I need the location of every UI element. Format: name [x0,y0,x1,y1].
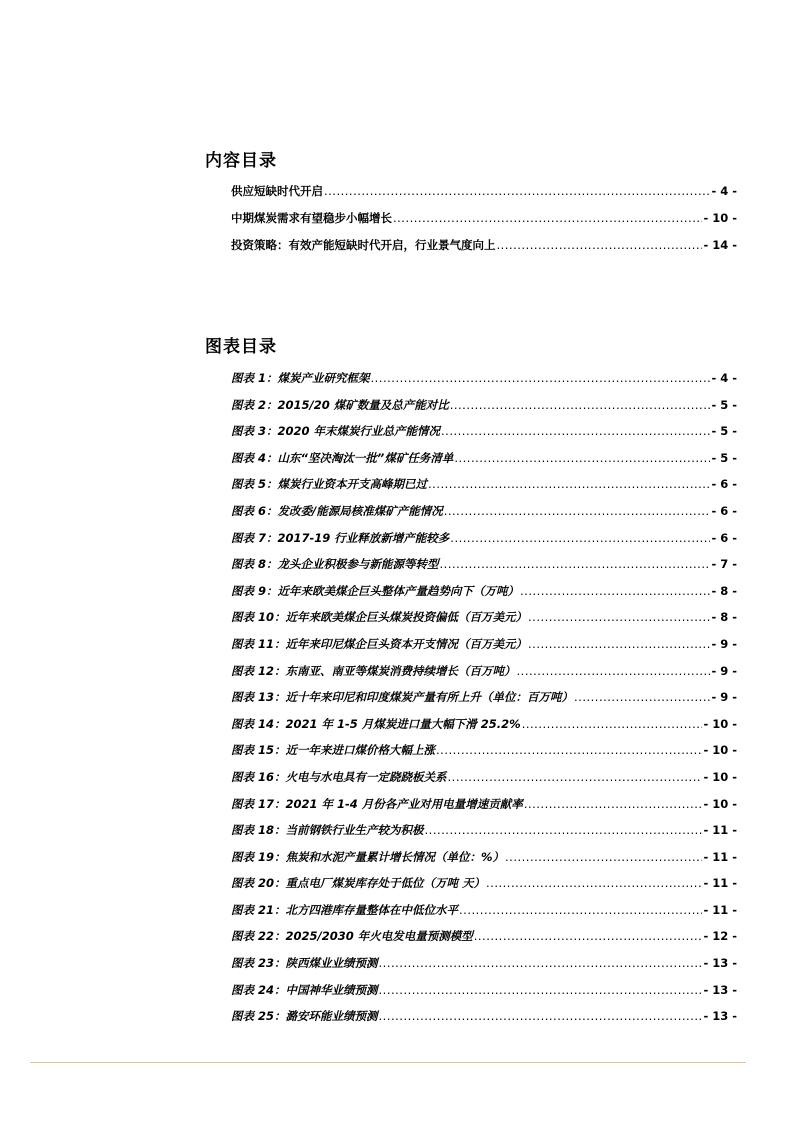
figure-entry[interactable] [231,796,737,823]
figure-entry-title[interactable]: 图表 17：2021 年 1-4 月份各产业对用电量增速贡献率 [231,796,523,811]
figure-entry[interactable] [231,955,737,982]
figure-entry-title[interactable]: 图表 23：陕西煤业业绩预测 [231,956,378,971]
contents-entry-title[interactable]: 投资策略：有效产能短缺时代开启，行业景气度向上 [231,238,496,252]
figure-entry[interactable] [231,636,737,663]
figure-entry-page-number[interactable]: - 7 - [711,557,737,572]
figure-entry-page-number[interactable]: - 13 - [703,982,737,997]
dot-leader [393,211,702,225]
figure-entry-title[interactable]: 图表 12：东南亚、南亚等煤炭消费持续增长（百万吨） [231,663,516,678]
figure-entry-page-number[interactable]: - 9 - [711,690,737,705]
figure-entry-page-number[interactable]: - 6 - [711,530,737,545]
figure-entry-page-number[interactable]: - 11 - [703,876,737,891]
figure-entry[interactable] [231,849,737,876]
figure-entry[interactable] [231,370,737,397]
figure-entry-page-number[interactable]: - 11 - [703,849,737,864]
figure-entry[interactable] [231,902,737,929]
contents-entry[interactable] [231,183,737,210]
figure-entry-page-number[interactable]: - 8 - [711,583,737,598]
contents-heading: 内容目录 [205,151,277,171]
figure-entry-title[interactable]: 图表 5：煤炭行业资本开支高峰期已过 [231,477,428,492]
figure-entry-title[interactable]: 图表 4：山东“坚决淘汰一批”煤矿任务清单 [231,450,454,465]
footer-divider [30,1062,746,1063]
figure-entry-title[interactable]: 图表 2：2015/20 煤矿数量及总产能对比 [231,397,449,412]
figure-entry-page-number[interactable]: - 10 - [703,796,737,811]
dot-leader [486,876,702,890]
contents-entry-page-number[interactable]: - 14 - [703,238,737,252]
figure-entry[interactable] [231,556,737,583]
figure-entry-page-number[interactable]: - 13 - [703,956,737,971]
figure-entry-page-number[interactable]: - 13 - [703,1009,737,1024]
figure-entry-title[interactable]: 图表 25：潞安环能业绩预测 [231,1009,378,1024]
figure-entry-page-number[interactable]: - 10 - [703,716,737,731]
dot-leader [474,929,703,943]
figure-entry-title[interactable]: 图表 22：2025/2030 年火电发电量预测模型 [231,929,473,944]
figure-entry-title[interactable]: 图表 10：近年来欧美煤企巨头煤炭投资偏低（百万美元） [231,610,528,625]
figure-entry-page-number[interactable]: - 5 - [711,450,737,465]
contents-entry-page-number[interactable]: - 10 - [703,211,737,225]
figure-entry-page-number[interactable]: - 8 - [711,610,737,625]
dot-leader [379,983,703,997]
dot-leader [505,850,702,864]
figure-entry[interactable] [231,503,737,530]
figure-entry-title[interactable]: 图表 3：2020 年末煤炭行业总产能情况 [231,424,441,439]
dot-leader [524,797,703,811]
dot-leader [459,903,702,917]
figure-entry-title[interactable]: 图表 24：中国神华业绩预测 [231,982,378,997]
figure-entry[interactable] [231,742,737,769]
contents-entry-title[interactable]: 供应短缺时代开启 [231,184,323,198]
figure-entry-title[interactable]: 图表 20：重点电厂煤炭库存处于低位（万吨 天） [231,876,486,891]
figures-heading: 图表目录 [205,337,277,357]
figure-entry-page-number[interactable]: - 11 - [703,902,737,917]
dot-leader [574,690,710,704]
dot-leader [520,584,710,598]
figure-entry[interactable] [231,476,737,503]
dot-leader [440,557,711,571]
figure-entry-title[interactable]: 图表 1：煤炭产业研究框架 [231,371,370,385]
dot-leader [428,477,710,491]
dot-leader [444,504,711,518]
figure-entry[interactable] [231,530,737,557]
figure-entry-title[interactable]: 图表 6：发改委/能源局核准煤矿产能情况 [231,503,443,518]
figure-entry-title[interactable]: 图表 18：当前钢铁行业生产较为积极 [231,823,424,838]
figure-entry-title[interactable]: 图表 14：2021 年 1-5 月煤炭进口量大幅下滑 25.2% [231,716,521,731]
figure-entry[interactable] [231,423,737,450]
figures-list [231,370,737,1035]
figure-entry[interactable] [231,982,737,1009]
dot-leader [425,823,703,837]
figure-entry-page-number[interactable]: - 9 - [711,636,737,651]
figure-entry-page-number[interactable]: - 11 - [703,823,737,838]
figure-entry-title[interactable]: 图表 16：火电与水电具有一定跷跷板关系 [231,769,447,784]
figure-entry-title[interactable]: 图表 15：近一年来进口煤价格大幅上涨 [231,743,436,758]
figure-entry-title[interactable]: 图表 7：2017-19 行业释放新增产能较多 [231,530,450,545]
contents-entry[interactable] [231,210,737,237]
figure-entry[interactable] [231,609,737,636]
figure-entry-page-number[interactable]: - 6 - [711,503,737,518]
contents-list [231,183,737,264]
contents-entry-title[interactable]: 中期煤炭需求有望稳步小幅增长 [231,211,392,225]
figure-entry[interactable] [231,928,737,955]
contents-entry-page-number[interactable]: - 4 - [711,184,737,198]
dot-leader [454,451,710,465]
figure-entry[interactable] [231,716,737,743]
dot-leader [436,743,702,757]
dot-leader [517,664,711,678]
dot-leader [450,531,710,545]
dot-leader [379,956,703,970]
figure-entry-page-number[interactable]: - 5 - [711,424,737,439]
contents-entry[interactable] [231,237,737,264]
figure-entry-title[interactable]: 图表 9：近年来欧美煤企巨头整体产量趋势向下（万吨） [231,583,520,598]
figure-entry[interactable] [231,663,737,690]
figure-entry-page-number[interactable]: - 4 - [711,371,737,385]
dot-leader [450,398,711,412]
figure-entry[interactable] [231,769,737,796]
figure-entry-page-number[interactable]: - 10 - [703,769,737,784]
dot-leader [497,238,703,252]
figure-entry-page-number[interactable]: - 12 - [703,929,737,944]
figure-entry[interactable] [231,689,737,716]
dot-leader [522,717,703,731]
figure-entry-title[interactable]: 图表 19：焦炭和水泥产量累计增长情况（单位：%） [231,849,505,864]
dot-leader [379,1009,703,1023]
figure-entry-title[interactable]: 图表 11：近年来印尼煤企巨头资本开支情况（百万美元） [231,636,528,651]
figure-entry[interactable] [231,397,737,424]
figure-entry-page-number[interactable]: - 5 - [711,397,737,412]
figure-entry-title[interactable]: 图表 13：近十年来印尼和印度煤炭产量有所上升（单位：百万吨） [231,690,574,705]
figure-entry-title[interactable]: 图表 8：龙头企业积极参与新能源等转型 [231,557,439,572]
figure-entry[interactable] [231,1008,737,1035]
figure-entry[interactable] [231,583,737,610]
figure-entry-title[interactable]: 图表 21：北方四港库存量整体在中低位水平 [231,902,459,917]
figure-entry-page-number[interactable]: - 6 - [711,477,737,492]
dot-leader [448,770,703,784]
dot-leader [528,610,710,624]
figure-entry-page-number[interactable]: - 10 - [703,743,737,758]
figure-entry[interactable] [231,875,737,902]
dot-leader [371,371,711,385]
figure-entry[interactable] [231,450,737,477]
dot-leader [528,637,710,651]
figure-entry[interactable] [231,822,737,849]
dot-leader [441,424,710,438]
figure-entry-page-number[interactable]: - 9 - [711,663,737,678]
dot-leader [324,184,710,198]
